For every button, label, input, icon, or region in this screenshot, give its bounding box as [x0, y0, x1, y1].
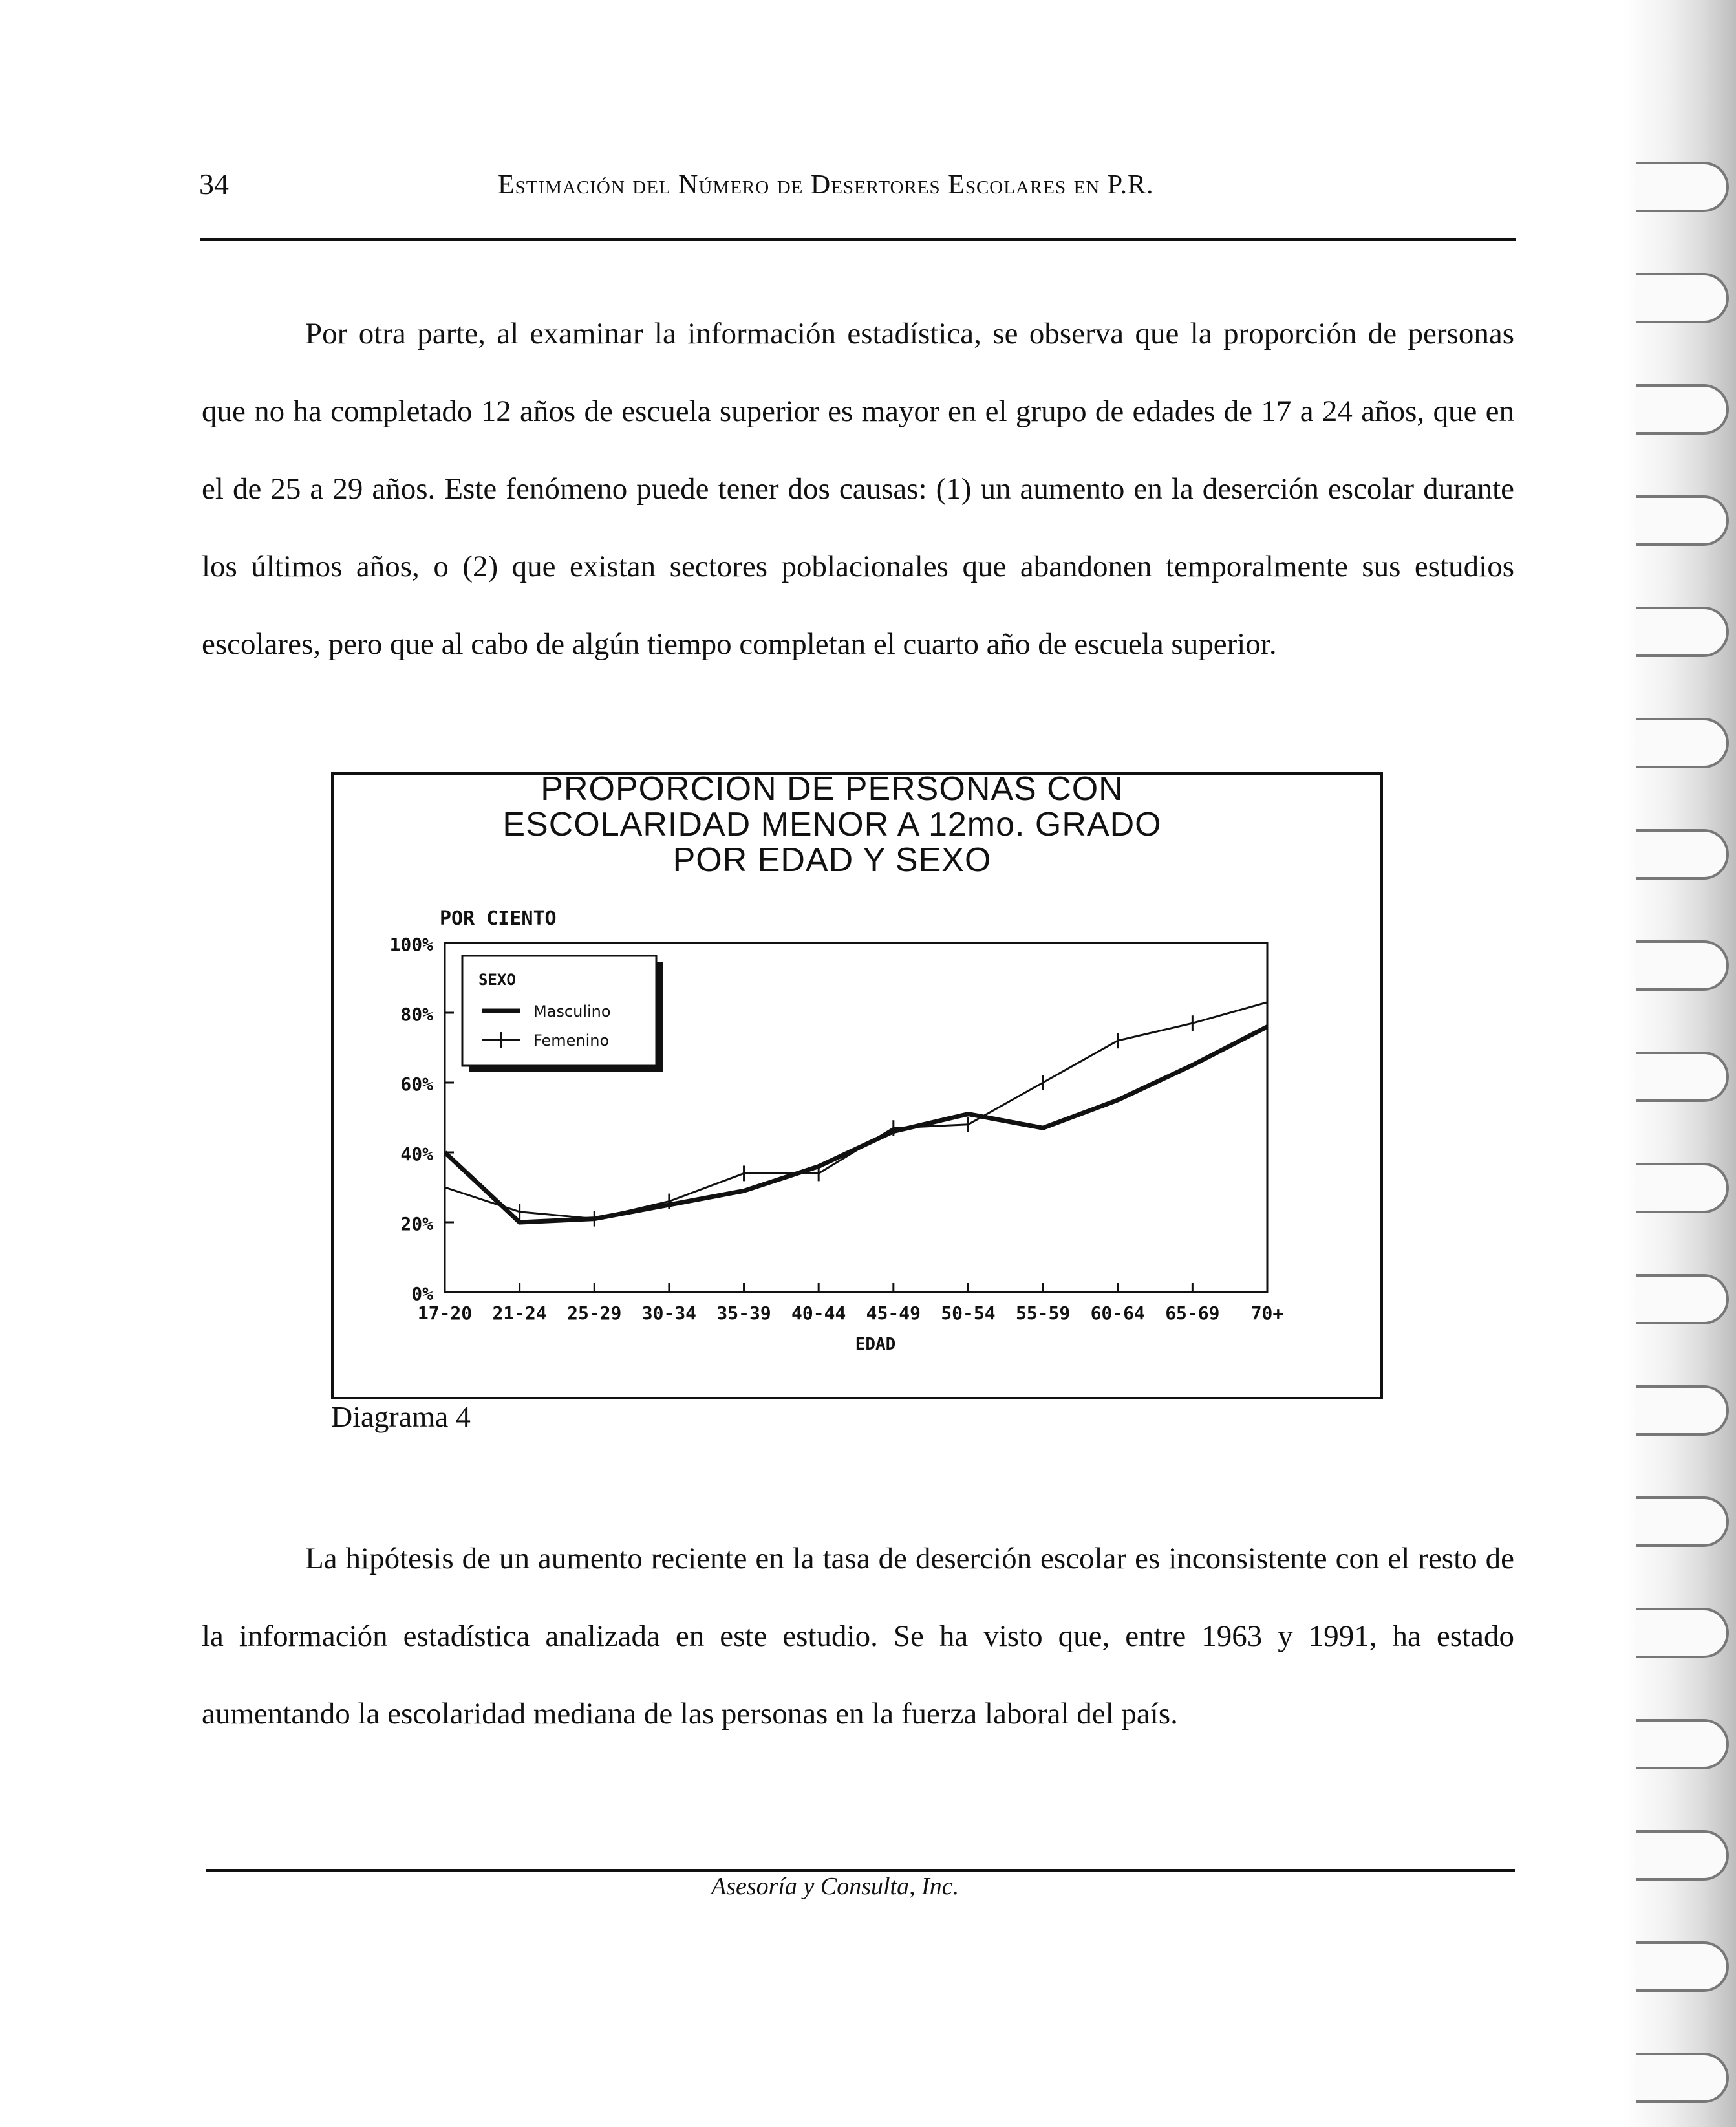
binding-ring: [1636, 162, 1729, 212]
x-tick-label: 60-64: [1090, 1302, 1145, 1324]
x-tick-label: 55-59: [1015, 1302, 1071, 1324]
legend-label-masculino: Masculino: [533, 1002, 611, 1020]
binding-ring: [1636, 718, 1729, 768]
x-tick-label: 45-49: [866, 1302, 921, 1324]
binding-ring: [1636, 1052, 1729, 1102]
binding-ring: [1636, 2053, 1729, 2103]
x-tick-label: 30-34: [641, 1302, 697, 1324]
binding-ring: [1636, 829, 1729, 880]
y-axis-title: POR CIENTO: [440, 907, 557, 930]
running-header: Estimación del Número de Desertores Escolares en P.R.: [498, 170, 1154, 200]
binding-ring: [1636, 940, 1729, 991]
y-tick-label: 0%: [411, 1283, 433, 1304]
footer-rule: [206, 1869, 1515, 1872]
binding-ring: [1636, 1385, 1729, 1436]
binding-ring: [1636, 1830, 1729, 1881]
x-tick-label: 35-39: [716, 1302, 771, 1324]
x-tick-label: 40-44: [791, 1302, 846, 1324]
paragraph-1: Por otra parte, al examinar la información estadística, se observa que la proporción de personas que no ha completado 12 años de escuela superior es mayor en el grupo de edades de 17 a 24 años, que en el de 25 a 29 años. Este fenómeno puede tener dos causas: (1) un aumento en la deserción escolar durante los últimos años, o (2) que existan sectores poblacionales que abandonen temporalmente sus estudios escolares, pero que al cabo de algún tiempo completan el cuarto año de escuela superior.: [202, 317, 1514, 661]
footer-text: Asesoría y Consulta, Inc.: [711, 1873, 959, 1900]
legend-label-femenino: Femenino: [533, 1031, 610, 1050]
binding-ring: [1636, 273, 1729, 323]
y-tick-label: 20%: [400, 1213, 433, 1235]
page-number: 34: [199, 167, 229, 200]
chart-title-line-3: POR EDAD Y SEXO: [672, 841, 992, 879]
y-tick-label: 60%: [400, 1074, 433, 1095]
y-tick-label: 40%: [400, 1143, 433, 1165]
binding-ring: [1636, 1941, 1729, 1992]
binding-ring: [1636, 384, 1729, 435]
chart-title-line-2: ESCOLARIDAD MENOR A 12mo. GRADO: [502, 806, 1162, 843]
binding-ring: [1636, 495, 1729, 546]
x-tick-label: 70+: [1250, 1302, 1284, 1324]
binding-ring: [1636, 1608, 1729, 1658]
x-axis-title: EDAD: [855, 1335, 896, 1354]
binding-ring: [1636, 1496, 1729, 1547]
legend-title: SEXO: [478, 971, 516, 989]
paragraph-2: La hipótesis de un aumento reciente en la tasa de deserción escolar es inconsistente con el resto de la información estadística analizada en este estudio. Se ha visto que, entre 1963 y 1991, ha estado aumentando la escolaridad mediana de las personas en la fuerza laboral del país.: [202, 1542, 1514, 1731]
x-tick-label: 21-24: [492, 1302, 547, 1324]
x-tick-label: 25-29: [567, 1302, 622, 1324]
binding-ring: [1636, 1163, 1729, 1213]
x-tick-label: 65-69: [1165, 1302, 1220, 1324]
y-tick-label: 80%: [400, 1004, 433, 1025]
binding-ring: [1636, 607, 1729, 657]
x-tick-label: 50-54: [941, 1302, 996, 1324]
x-tick-label: 17-20: [417, 1302, 473, 1324]
y-tick-label: 100%: [389, 934, 433, 955]
binding-ring: [1636, 1719, 1729, 1769]
chart-title-line-1: PROPORCION DE PERSONAS CON: [541, 770, 1124, 808]
figure-caption: Diagrama 4: [331, 1400, 471, 1433]
binding-ring: [1636, 1274, 1729, 1324]
